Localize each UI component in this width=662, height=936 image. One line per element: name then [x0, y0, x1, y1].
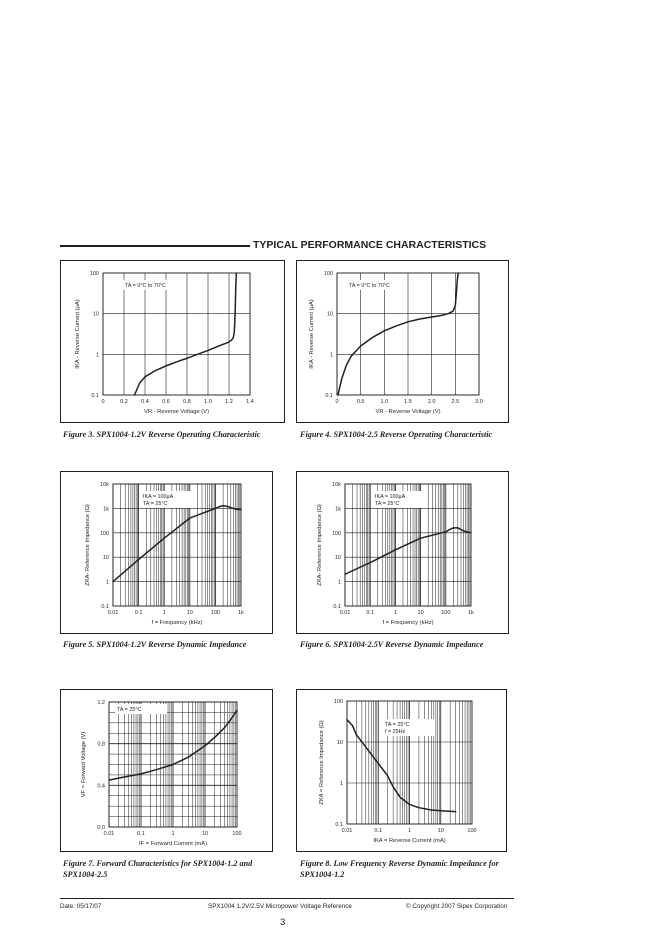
series-line	[345, 528, 471, 574]
y-tick-label: 1	[339, 781, 343, 787]
section-rule	[60, 245, 250, 247]
series-line	[135, 273, 237, 395]
x-tick-label: 10	[186, 610, 193, 616]
x-tick-label: 0.01	[107, 610, 119, 616]
annotation-text: TA = 0°C to 70°C	[349, 283, 390, 289]
x-tick-label: 0.01	[339, 610, 351, 616]
x-tick-label: 1.5	[404, 399, 412, 405]
x-axis-label: f = Frequency (kHz)	[151, 620, 203, 626]
plot-frame	[103, 273, 250, 395]
y-tick-label: 10	[334, 555, 341, 562]
y-tick-label: 1	[95, 352, 99, 359]
page-number: 3	[280, 917, 286, 928]
x-tick-label: 0.1	[366, 610, 375, 616]
x-tick-label: 100	[441, 610, 451, 616]
x-tick-label: 1k	[468, 610, 474, 616]
y-axis-label: ZKA- Reference Impedance (Ω)	[85, 504, 91, 586]
x-tick-label: 0.2	[120, 399, 128, 405]
x-tick-label: 100	[467, 828, 477, 834]
figure-8-chart	[296, 689, 507, 852]
x-tick-label: 2.5	[451, 399, 460, 405]
x-tick-label: 0	[335, 399, 339, 405]
figure-8-caption: Figure 8. Low Frequency Reverse Dynamic Impedance for SPX1004-1.2	[300, 859, 499, 879]
y-tick-label: 10	[326, 311, 333, 318]
x-tick-label: 0.8	[183, 399, 191, 405]
y-tick-label: 1	[105, 579, 109, 586]
y-tick-label: 0.1	[333, 604, 341, 610]
footer-date: Date: 05/17/07	[60, 903, 102, 910]
figure-5-chart	[60, 471, 273, 634]
x-tick-label: 10	[437, 828, 444, 834]
y-tick-label: 100	[323, 271, 333, 277]
y-tick-label: 10	[102, 555, 109, 562]
annotation-box	[115, 704, 167, 714]
x-tick-label: 10	[417, 610, 424, 616]
x-tick-label: 0	[101, 399, 105, 405]
y-axis-label: VF = Forward Voltage (V)	[81, 731, 87, 798]
footer-copyright: © Copyright 2007 Sipex Corporation	[406, 903, 508, 910]
y-axis-label: IKA - Reverse Current (µA)	[75, 299, 81, 369]
chart-svg	[297, 261, 508, 422]
y-axis-label: IKA - Reverse Current (µA)	[309, 299, 315, 369]
y-tick-label: 0.0	[97, 825, 105, 831]
annotation-text: IKA = 100µA	[143, 494, 174, 500]
figure-5-caption: Figure 5. SPX1004-1.2V Reverse Dynamic Impedance	[63, 640, 247, 649]
x-tick-label: 10	[201, 831, 209, 837]
annotation-text: IKA = 100µA	[375, 494, 406, 500]
x-tick-label: 1	[407, 828, 412, 834]
figure-7-caption: Figure 7. Forward Characteristics for SPX1004-1.2 and SPX1004-2.5	[63, 859, 253, 879]
x-tick-label: 3.0	[475, 399, 483, 405]
footer-rule	[60, 898, 514, 899]
y-tick-label: 10k	[332, 482, 341, 488]
annotation-text: f = 25Hz	[385, 729, 406, 735]
y-tick-label: 1k	[103, 506, 109, 513]
annotation-text: TA = 25°C	[375, 501, 400, 507]
x-tick-label: 1.0	[380, 399, 389, 405]
x-tick-label: 0.1	[134, 610, 143, 616]
x-tick-label: 100	[232, 831, 242, 837]
y-tick-label: 1	[329, 352, 333, 359]
y-axis-label: ZKA- Reference Impedance (Ω)	[317, 504, 323, 586]
x-axis-label: VR - Reverse Voltage (V)	[375, 409, 441, 415]
y-tick-label: 0.8	[97, 741, 105, 748]
x-tick-label: 1.2	[225, 399, 233, 405]
x-tick-label: 2.0	[427, 399, 436, 405]
y-tick-label: 1.2	[97, 700, 105, 706]
x-tick-label: 0.1	[374, 828, 383, 834]
x-tick-label: 1	[162, 610, 166, 616]
x-tick-label: 0.6	[162, 399, 170, 405]
y-tick-label: 0.1	[335, 822, 343, 828]
figure-3-caption: Figure 3. SPX1004-1.2V Reverse Operating Characteristic	[63, 430, 261, 439]
x-axis-label: f = Frequency (kHz)	[382, 620, 434, 626]
chart-svg	[61, 690, 272, 851]
x-tick-label: 1k	[238, 610, 244, 616]
series-line	[113, 506, 241, 582]
x-tick-label: 1	[393, 610, 397, 616]
figure-6-caption: Figure 6. SPX1004-2.5V Reverse Dynamic Impedance	[300, 640, 484, 649]
chart-svg	[61, 261, 284, 422]
x-axis-label: IF = Forward Current (mA)	[138, 841, 208, 847]
chart-svg	[297, 472, 508, 633]
y-axis-label: ZKA = Reference Impedance (Ω)	[319, 720, 325, 805]
x-tick-label: 0.4	[141, 399, 149, 405]
y-tick-label: 0.1	[91, 393, 99, 399]
annotation-text: TA = 0°C to 70°C	[125, 283, 166, 289]
y-tick-label: 0.1	[325, 393, 333, 399]
annotation-text: TA = 25°C	[117, 707, 142, 713]
y-tick-label: 100	[333, 699, 343, 705]
annotation-box	[383, 719, 435, 736]
chart-svg	[297, 690, 506, 851]
y-tick-label: 0.1	[101, 604, 109, 610]
y-tick-label: 10	[336, 740, 343, 746]
annotation-text: TA = 25°C	[385, 722, 410, 728]
x-tick-label: 0.01	[341, 828, 353, 834]
annotation-box	[123, 280, 175, 290]
series-line	[338, 273, 458, 395]
x-tick-label: 1.4	[246, 399, 254, 405]
x-tick-label: 0.01	[103, 831, 115, 837]
x-tick-label: 0.5	[356, 399, 365, 405]
figure-4-chart	[296, 260, 509, 423]
section-title: TYPICAL PERFORMANCE CHARACTERISTICS	[253, 239, 487, 251]
annotation-box	[347, 280, 399, 290]
annotation-box	[141, 491, 193, 508]
figure-3-chart	[60, 260, 285, 423]
grid-lines	[337, 273, 479, 395]
y-tick-label: 10	[92, 311, 99, 318]
annotation-box	[373, 491, 425, 508]
y-tick-label: 100	[99, 530, 109, 537]
annotation-text: TA = 25°C	[143, 501, 168, 507]
y-tick-label: 0.4	[97, 783, 105, 790]
y-tick-label: 1	[337, 579, 341, 586]
y-tick-label: 10k	[100, 482, 109, 488]
y-tick-label: 1k	[335, 506, 341, 513]
figure-4-caption: Figure 4. SPX1004-2.5 Reverse Operating Characteristic	[300, 430, 493, 439]
x-axis-label: IKA = Reverse Current (mA)	[373, 838, 446, 844]
chart-svg	[61, 472, 272, 633]
y-tick-label: 100	[89, 271, 99, 277]
x-tick-label: 0.1	[137, 831, 145, 837]
figure-7-chart	[60, 689, 273, 852]
x-tick-label: 100	[210, 610, 220, 616]
footer-title: SPX1004 1.2V/2.5V Micropower Voltage Reference	[208, 903, 352, 910]
y-tick-label: 100	[331, 530, 341, 537]
x-axis-label: VR - Reverse Voltage (V)	[143, 409, 210, 415]
x-tick-label: 1.0	[204, 399, 212, 405]
grid-lines	[103, 273, 250, 395]
x-tick-label: 1	[171, 831, 175, 837]
figure-6-chart	[296, 471, 509, 634]
